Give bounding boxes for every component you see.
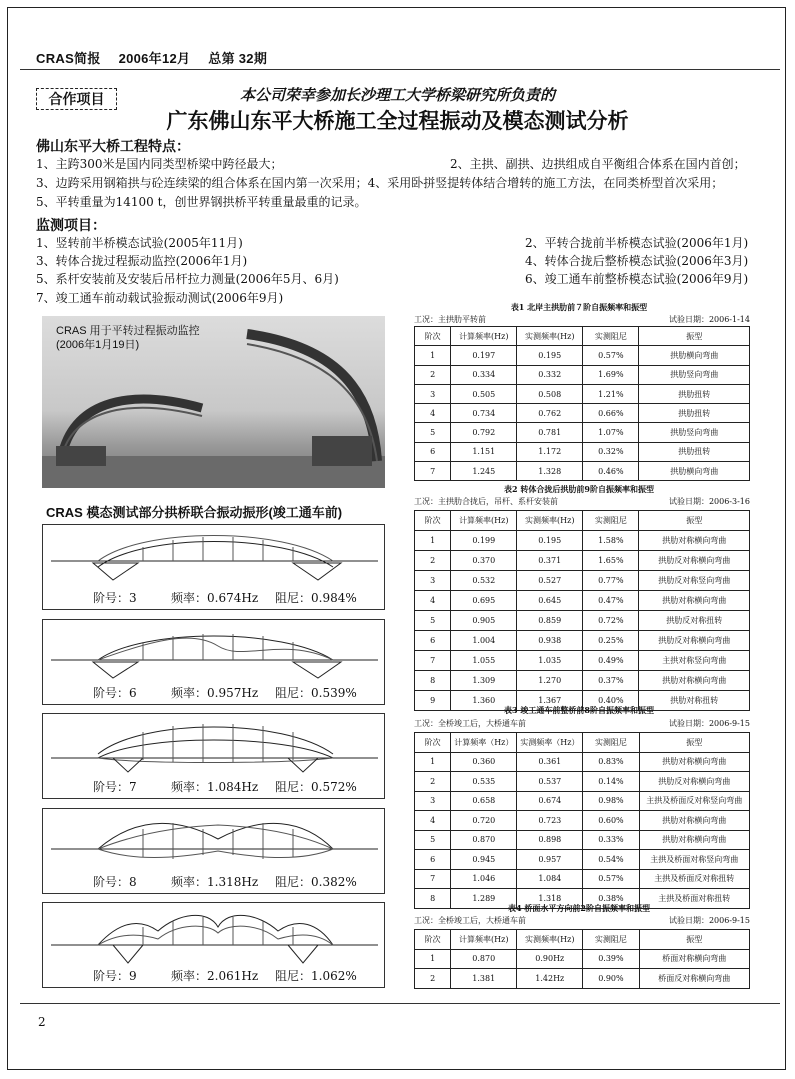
column-header: 计算频率(Hz) bbox=[451, 930, 517, 950]
table-cell: 拱肋对称扭转 bbox=[639, 691, 750, 711]
table-cell: 主拱及桥面反对称竖向弯曲 bbox=[639, 791, 749, 811]
table-cell: 0.695 bbox=[451, 591, 517, 611]
mode-shape-panel bbox=[42, 713, 385, 799]
table-row bbox=[415, 591, 750, 611]
table-cell: 7 bbox=[415, 462, 451, 481]
table-test-date: 试验日期：2006-9-15 bbox=[668, 916, 750, 925]
table-cell: 拱肋对称横向弯曲 bbox=[639, 752, 749, 772]
table-cell: 7 bbox=[415, 869, 451, 889]
mode-shapes-title: CRAS 模态测试部分拱桥联合振动振形(竣工通车前) bbox=[46, 505, 343, 520]
table-cell: 4 bbox=[415, 404, 451, 423]
table-cell: 0.33% bbox=[583, 830, 639, 850]
photo-caption-2: (2006年1月19日) bbox=[56, 339, 140, 351]
table-cell: 1.07% bbox=[583, 423, 639, 442]
column-header: 振型 bbox=[639, 733, 749, 753]
mode-damping: 阻尼：0.382% bbox=[275, 875, 357, 889]
table-row bbox=[415, 671, 750, 691]
column-header: 振型 bbox=[639, 511, 750, 531]
table-header-row bbox=[415, 327, 750, 346]
table-cell: 0.14% bbox=[583, 772, 639, 792]
issue-date: 2006年12月 bbox=[118, 51, 191, 66]
table-cell: 拱肋对称横向弯曲 bbox=[639, 811, 749, 831]
table-condition: 工况：主拱肋平转前 bbox=[414, 315, 486, 324]
table-cell: 1.328 bbox=[517, 462, 583, 481]
table-cell: 拱肋对称横向弯曲 bbox=[639, 671, 750, 691]
table-cell: 1.360 bbox=[451, 691, 517, 711]
feature-item: 2、主拱、副拱、边拱组成自平衡组合体系在国内首创； bbox=[450, 157, 746, 171]
table-row bbox=[415, 949, 750, 969]
page-number: 2 bbox=[38, 1015, 46, 1029]
feature-item: 3、边跨采用钢箱拱与砼连续梁的组合体系在国内第一次采用；4、采用卧拼竖提转体结合增转的施工方法，在同类桥型首次采用； bbox=[36, 176, 724, 190]
monitor-item: 1、竖转前半桥模态试验(2005年11月) bbox=[36, 236, 243, 250]
table-test-date: 试验日期：2006-3-16 bbox=[668, 497, 750, 506]
table-cell: 1.289 bbox=[451, 889, 517, 909]
mode-order: 阶号：7 bbox=[93, 780, 137, 794]
table-cell: 0.54% bbox=[583, 850, 639, 870]
table-cell: 拱肋扭转 bbox=[639, 404, 750, 423]
table-cell: 0.537 bbox=[517, 772, 583, 792]
table-cell: 0.371 bbox=[517, 551, 583, 571]
table-cell: 0.370 bbox=[451, 551, 517, 571]
table-row bbox=[415, 365, 750, 384]
table-cell: 0.734 bbox=[451, 404, 517, 423]
table-cell: 1.172 bbox=[517, 442, 583, 461]
table-cell: 1.046 bbox=[451, 869, 517, 889]
table-cell: 4 bbox=[415, 591, 451, 611]
table-condition: 工况：主拱肋合拢后，吊杆、系杆安装前 bbox=[414, 497, 558, 506]
mode-frequency: 频率：1.084Hz bbox=[171, 780, 259, 794]
footer-rule bbox=[20, 1003, 780, 1004]
table-cell: 1.084 bbox=[517, 869, 583, 889]
column-header: 阶次 bbox=[415, 930, 451, 950]
frequency-table bbox=[414, 510, 750, 711]
table-cell: 5 bbox=[415, 611, 451, 631]
table-row bbox=[415, 571, 750, 591]
table-cell: 4 bbox=[415, 811, 451, 831]
table-cell: 0.905 bbox=[451, 611, 517, 631]
table-cell: 1.055 bbox=[451, 651, 517, 671]
table-row bbox=[415, 651, 750, 671]
table-cell: 0.645 bbox=[517, 591, 583, 611]
table-cell: 主拱及桥面对称扭转 bbox=[639, 889, 749, 909]
table-cell: 1.69% bbox=[583, 365, 639, 384]
table-cell: 0.870 bbox=[451, 830, 517, 850]
table-2-caption: 表2 转体合拢后拱肋前9阶自振频率和振型 bbox=[504, 484, 654, 494]
table-cell: 0.334 bbox=[451, 365, 517, 384]
mode-damping: 阻尼：0.984% bbox=[275, 591, 357, 605]
table-3-meta bbox=[414, 718, 750, 729]
bridge-construction-photo bbox=[42, 316, 385, 488]
column-header: 实测阻尼 bbox=[583, 733, 639, 753]
mode-shape-panel bbox=[42, 524, 385, 610]
table-cell: 0.957 bbox=[517, 850, 583, 870]
frequency-table bbox=[414, 929, 750, 989]
table-cell: 0.197 bbox=[451, 346, 517, 365]
mode-shape-panel bbox=[42, 808, 385, 894]
table-cell: 桥面对称横向弯曲 bbox=[639, 949, 749, 969]
column-header: 计算频率（Hz） bbox=[451, 733, 517, 753]
mode-shape-panel bbox=[42, 902, 385, 988]
table-cell: 1.65% bbox=[583, 551, 639, 571]
table-cell: 0.723 bbox=[517, 811, 583, 831]
mode-frequency: 频率：0.674Hz bbox=[171, 591, 259, 605]
table-row bbox=[415, 404, 750, 423]
column-header: 实测频率(Hz) bbox=[517, 511, 583, 531]
mode-frequency: 频率：2.061Hz bbox=[171, 969, 259, 983]
table-cell: 拱肋扭转 bbox=[639, 442, 750, 461]
photo-caption-1: CRAS 用于平转过程振动监控 bbox=[56, 325, 200, 337]
table-cell: 8 bbox=[415, 671, 451, 691]
column-header: 实测频率(Hz) bbox=[517, 930, 583, 950]
table-row bbox=[415, 462, 750, 481]
table-cell: 0.66% bbox=[583, 404, 639, 423]
table-condition: 工况：全桥竣工后，大桥通车前 bbox=[414, 916, 526, 925]
feature-item: 1、主跨300米是国内同类型桥梁中跨径最大； bbox=[36, 157, 283, 171]
mode-order: 阶号：8 bbox=[93, 875, 137, 889]
table-cell: 1 bbox=[415, 531, 451, 551]
table-cell: 0.945 bbox=[451, 850, 517, 870]
monitor-item: 4、转体合拢后整桥模态试验(2006年3月) bbox=[525, 254, 749, 268]
monitor-item: 6、竣工通车前整桥模态试验(2006年9月) bbox=[525, 272, 749, 286]
column-header: 振型 bbox=[639, 327, 750, 346]
table-row bbox=[415, 869, 750, 889]
column-header: 阶次 bbox=[415, 327, 451, 346]
table-row bbox=[415, 830, 750, 850]
table-cell: 拱肋反对称横向弯曲 bbox=[639, 551, 750, 571]
table-cell: 1.270 bbox=[517, 671, 583, 691]
table-cell: 1.381 bbox=[451, 969, 517, 989]
table-row bbox=[415, 611, 750, 631]
monitor-heading: 监测项目： bbox=[36, 217, 106, 233]
table-row bbox=[415, 346, 750, 365]
table-row bbox=[415, 772, 750, 792]
table-cell: 0.90% bbox=[583, 969, 639, 989]
table-row bbox=[415, 752, 750, 772]
monitor-item: 2、平转合拢前半桥模态试验(2006年1月) bbox=[525, 236, 749, 250]
mode-frequency: 频率：0.957Hz bbox=[171, 686, 259, 700]
table-cell: 0.505 bbox=[451, 384, 517, 403]
features-heading: 佛山东平大桥工程特点： bbox=[36, 138, 190, 154]
table-cell: 0.535 bbox=[451, 772, 517, 792]
mode-damping: 阻尼：0.572% bbox=[275, 780, 357, 794]
mode-order: 阶号：3 bbox=[93, 591, 137, 605]
table-cell: 拱肋对称横向弯曲 bbox=[639, 531, 750, 551]
table-cell: 1 bbox=[415, 949, 451, 969]
table-cell: 拱肋竖向弯曲 bbox=[639, 365, 750, 384]
table-cell: 0.870 bbox=[451, 949, 517, 969]
table-cell: 0.195 bbox=[517, 346, 583, 365]
table-cell: 主拱及桥面反对称扭转 bbox=[639, 869, 749, 889]
table-row bbox=[415, 850, 750, 870]
table-cell: 1.367 bbox=[517, 691, 583, 711]
table-cell: 0.762 bbox=[517, 404, 583, 423]
mode-order: 阶号：9 bbox=[93, 969, 137, 983]
magazine-name: CRAS简报 bbox=[36, 51, 101, 66]
table-cell: 0.199 bbox=[451, 531, 517, 551]
frequency-table bbox=[414, 326, 750, 481]
table-4-caption: 表4 桥面水平方向前2阶自振频率和振型 bbox=[508, 903, 650, 913]
table-cell: 桥面反对称横向弯曲 bbox=[639, 969, 749, 989]
table-cell: 7 bbox=[415, 651, 451, 671]
table-cell: 1.035 bbox=[517, 651, 583, 671]
frequency-table bbox=[414, 732, 750, 909]
table-cell: 0.32% bbox=[583, 442, 639, 461]
table-cell: 1.58% bbox=[583, 531, 639, 551]
table-cell: 0.332 bbox=[517, 365, 583, 384]
table-cell: 0.361 bbox=[517, 752, 583, 772]
table-header-row bbox=[415, 733, 750, 753]
table-header-row bbox=[415, 511, 750, 531]
mode-damping: 阻尼：1.062% bbox=[275, 969, 357, 983]
table-cell: 0.859 bbox=[517, 611, 583, 631]
table-row bbox=[415, 791, 750, 811]
monitor-item: 3、转体合拢过程振动监控(2006年1月) bbox=[36, 254, 248, 268]
table-cell: 0.39% bbox=[583, 949, 639, 969]
table-cell: 0.49% bbox=[583, 651, 639, 671]
table-cell: 拱肋反对称扭转 bbox=[639, 611, 750, 631]
table-row bbox=[415, 551, 750, 571]
header-rule bbox=[20, 69, 780, 70]
table-cell: 0.60% bbox=[583, 811, 639, 831]
monitor-item: 7、竣工通车前动载试验振动测试(2006年9月) bbox=[36, 291, 284, 305]
table-condition: 工况：全桥竣工后，大桥通车前 bbox=[414, 719, 526, 728]
table-cell: 0.674 bbox=[517, 791, 583, 811]
table-cell: 1 bbox=[415, 752, 451, 772]
mode-order: 阶号：6 bbox=[93, 686, 137, 700]
table-cell: 2 bbox=[415, 365, 451, 384]
table-cell: 0.38% bbox=[583, 889, 639, 909]
table-cell: 5 bbox=[415, 830, 451, 850]
table-cell: 3 bbox=[415, 571, 451, 591]
table-cell: 拱肋竖向弯曲 bbox=[639, 423, 750, 442]
table-cell: 0.57% bbox=[583, 869, 639, 889]
monitor-item: 5、系杆安装前及安装后吊杆拉力测量(2006年5月、6月) bbox=[36, 272, 339, 286]
table-cell: 0.360 bbox=[451, 752, 517, 772]
table-cell: 0.781 bbox=[517, 423, 583, 442]
table-cell: 1.245 bbox=[451, 462, 517, 481]
table-cell: 1 bbox=[415, 346, 451, 365]
table-row bbox=[415, 631, 750, 651]
table-row bbox=[415, 423, 750, 442]
column-header: 振型 bbox=[639, 930, 749, 950]
table-cell: 1.309 bbox=[451, 671, 517, 691]
mode-damping: 阻尼：0.539% bbox=[275, 686, 357, 700]
table-row bbox=[415, 811, 750, 831]
table-cell: 5 bbox=[415, 423, 451, 442]
table-cell: 拱肋反对称横向弯曲 bbox=[639, 772, 749, 792]
table-cell: 0.195 bbox=[517, 531, 583, 551]
table-cell: 0.57% bbox=[583, 346, 639, 365]
table-cell: 0.83% bbox=[583, 752, 639, 772]
table-cell: 0.72% bbox=[583, 611, 639, 631]
table-row bbox=[415, 531, 750, 551]
mode-frequency: 频率：1.318Hz bbox=[171, 875, 259, 889]
table-header-row bbox=[415, 930, 750, 950]
table-cell: 0.37% bbox=[583, 671, 639, 691]
table-cell: 拱肋扭转 bbox=[639, 384, 750, 403]
main-title: 广东佛山东平大桥施工全过程振动及模态测试分析 bbox=[166, 110, 629, 133]
table-cell: 拱肋横向弯曲 bbox=[639, 346, 750, 365]
cooperation-badge: 合作项目 bbox=[36, 88, 117, 110]
table-cell: 6 bbox=[415, 850, 451, 870]
column-header: 计算频率(Hz) bbox=[451, 327, 517, 346]
mode-shape-panel bbox=[42, 619, 385, 705]
table-3-caption: 表3 竣工通车前整桥前8阶自振频率和振型 bbox=[504, 705, 654, 715]
table-cell: 拱肋反对称横向弯曲 bbox=[639, 631, 750, 651]
table-cell: 0.898 bbox=[517, 830, 583, 850]
column-header: 实测阻尼 bbox=[583, 327, 639, 346]
table-cell: 2 bbox=[415, 551, 451, 571]
table-cell: 主拱对称竖向弯曲 bbox=[639, 651, 750, 671]
table-1-caption: 表1 北岸主拱肋前７阶自振频率和振型 bbox=[510, 302, 648, 312]
table-cell: 0.25% bbox=[583, 631, 639, 651]
table-cell: 1.42Hz bbox=[517, 969, 583, 989]
table-4-meta bbox=[414, 915, 750, 926]
table-row bbox=[415, 969, 750, 989]
table-cell: 0.90Hz bbox=[517, 949, 583, 969]
table-cell: 1.21% bbox=[583, 384, 639, 403]
table-cell: 8 bbox=[415, 889, 451, 909]
running-header bbox=[36, 48, 281, 67]
column-header: 实测频率(Hz) bbox=[517, 327, 583, 346]
column-header: 实测频率（Hz） bbox=[517, 733, 583, 753]
table-test-date: 试验日期：2006-1-14 bbox=[668, 315, 750, 324]
table-cell: 1.004 bbox=[451, 631, 517, 651]
table-cell: 拱肋反对称竖向弯曲 bbox=[639, 571, 750, 591]
table-cell: 2 bbox=[415, 772, 451, 792]
table-cell: 0.532 bbox=[451, 571, 517, 591]
table-2-meta bbox=[414, 496, 750, 507]
table-cell: 拱肋对称横向弯曲 bbox=[639, 591, 750, 611]
table-cell: 6 bbox=[415, 631, 451, 651]
column-header: 实测阻尼 bbox=[583, 511, 639, 531]
column-header: 计算频率(Hz) bbox=[451, 511, 517, 531]
table-cell: 9 bbox=[415, 691, 451, 711]
table-row bbox=[415, 442, 750, 461]
table-test-date: 试验日期：2006-9-15 bbox=[668, 719, 750, 728]
table-cell: 0.720 bbox=[451, 811, 517, 831]
feature-item: 5、平转重量为14100 t，创世界钢拱桥平转重量最重的记录。 bbox=[36, 195, 367, 209]
table-cell: 2 bbox=[415, 969, 451, 989]
table-cell: 0.938 bbox=[517, 631, 583, 651]
table-cell: 0.40% bbox=[583, 691, 639, 711]
table-1-meta bbox=[414, 314, 750, 325]
table-cell: 0.46% bbox=[583, 462, 639, 481]
table-cell: 3 bbox=[415, 791, 451, 811]
table-cell: 0.77% bbox=[583, 571, 639, 591]
table-cell: 0.792 bbox=[451, 423, 517, 442]
column-header: 阶次 bbox=[415, 511, 451, 531]
table-cell: 1.318 bbox=[517, 889, 583, 909]
table-cell: 0.508 bbox=[517, 384, 583, 403]
table-cell: 主拱及桥面对称竖向弯曲 bbox=[639, 850, 749, 870]
table-cell: 0.98% bbox=[583, 791, 639, 811]
table-cell: 3 bbox=[415, 384, 451, 403]
table-cell: 拱肋横向弯曲 bbox=[639, 462, 750, 481]
table-cell: 拱肋对称横向弯曲 bbox=[639, 830, 749, 850]
table-cell: 0.527 bbox=[517, 571, 583, 591]
title-line-1: 本公司荣幸参加长沙理工大学桥梁研究所负责的 bbox=[239, 86, 555, 104]
column-header: 阶次 bbox=[415, 733, 451, 753]
column-header: 实测阻尼 bbox=[583, 930, 639, 950]
table-cell: 0.658 bbox=[451, 791, 517, 811]
table-row bbox=[415, 384, 750, 403]
issue-number: 总第 32期 bbox=[208, 51, 268, 66]
table-cell: 0.47% bbox=[583, 591, 639, 611]
table-cell: 1.151 bbox=[451, 442, 517, 461]
table-cell: 6 bbox=[415, 442, 451, 461]
